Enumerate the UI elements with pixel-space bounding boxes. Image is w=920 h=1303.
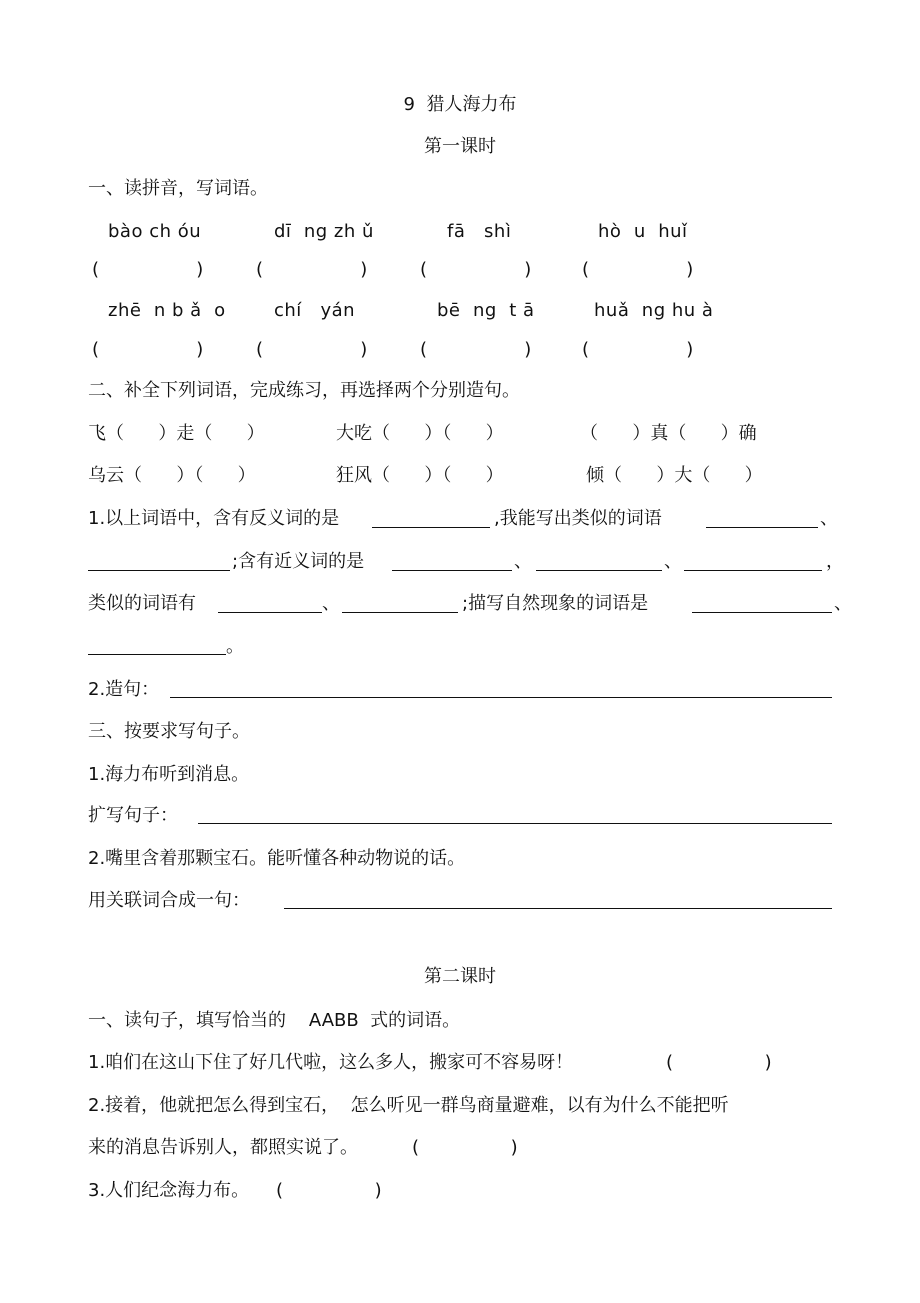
answer-paren[interactable]: ( ) xyxy=(666,1052,772,1073)
expand-answer-line[interactable] xyxy=(198,823,832,824)
separator: 、 xyxy=(664,551,682,572)
blank-line[interactable] xyxy=(706,527,818,528)
answer-paren[interactable]: ( ) xyxy=(582,339,694,360)
word-fill-1[interactable]: 飞（ ）走（ ） xyxy=(88,423,265,444)
question1-text: 1.以上词语中，含有反义词的是 xyxy=(88,508,340,529)
word-fill-6[interactable]: 倾（ ）大（ ） xyxy=(586,465,763,486)
answer-paren[interactable]: ( ) xyxy=(256,339,368,360)
answer-paren[interactable]: ( ) xyxy=(92,259,204,280)
page-title: 9 猎人海力布 xyxy=(403,94,517,115)
lesson2-item-2-cont: 来的消息告诉别人，都照实说了。 xyxy=(88,1137,358,1158)
answer-paren[interactable]: ( ) xyxy=(412,1137,518,1158)
pinyin-2: dī ng zh ǔ xyxy=(274,221,374,242)
question2-text: 2.造句： xyxy=(88,679,160,700)
section2-title: 二、补全下列词语，完成练习，再选择两个分别造句。 xyxy=(88,380,520,401)
lesson2-heading: 第二课时 xyxy=(424,966,496,987)
question1-text: ;描写自然现象的词语是 xyxy=(462,593,649,614)
pinyin-6: chí yán xyxy=(274,300,356,321)
separator: 、 xyxy=(834,593,852,614)
lesson1-heading: 第一课时 xyxy=(424,136,496,157)
answer-paren[interactable]: ( ) xyxy=(420,339,532,360)
separator: 、 xyxy=(820,508,838,529)
sentence-2: 2.嘴里含着那颗宝石。能听懂各种动物说的话。 xyxy=(88,848,466,869)
word-fill-4[interactable]: 乌云（ ）（ ） xyxy=(88,465,256,486)
pinyin-5: zhē n b ǎ o xyxy=(108,300,226,321)
blank-line[interactable] xyxy=(218,612,322,613)
word-fill-2[interactable]: 大吃（ ）（ ） xyxy=(336,423,504,444)
separator: ， xyxy=(826,551,844,572)
blank-line[interactable] xyxy=(392,570,512,571)
lesson2-item-3: 3.人们纪念海力布。 xyxy=(88,1180,250,1201)
pinyin-4: hò u huǐ xyxy=(598,221,688,242)
blank-line[interactable] xyxy=(372,527,490,528)
blank-line[interactable] xyxy=(342,612,458,613)
expand-task-label: 扩写句子： xyxy=(88,805,178,826)
section3-title: 三、按要求写句子。 xyxy=(88,721,250,742)
blank-line[interactable] xyxy=(692,612,832,613)
sentence-1: 1.海力布听到消息。 xyxy=(88,764,250,785)
blank-line[interactable] xyxy=(88,570,230,571)
separator: 、 xyxy=(514,551,532,572)
combine-task-label: 用关联词合成一句： xyxy=(88,890,250,911)
question1-text: 类似的词语有 xyxy=(88,593,196,614)
blank-line[interactable] xyxy=(536,570,662,571)
question1-text: ,我能写出类似的词语 xyxy=(494,508,662,529)
lesson2-item-2: 2.接着，他就把怎么得到宝石， 怎么听见一群鸟商量避难，以有为什么不能把听 xyxy=(88,1095,729,1116)
period: 。 xyxy=(226,636,244,657)
lesson2-section1-title: 一、读句子，填写恰当的 AABB 式的词语。 xyxy=(88,1010,461,1031)
pinyin-7: bē ng t ā xyxy=(437,300,535,321)
answer-paren[interactable]: ( ) xyxy=(276,1180,382,1201)
pinyin-8: huǎ ng hu à xyxy=(594,300,714,321)
answer-paren[interactable]: ( ) xyxy=(256,259,368,280)
separator: 、 xyxy=(322,593,340,614)
pinyin-1: bào ch óu xyxy=(108,221,202,242)
blank-line[interactable] xyxy=(88,654,226,655)
question1-text: ;含有近义词的是 xyxy=(232,551,365,572)
word-fill-3[interactable]: （ ）真（ ）确 xyxy=(580,423,757,444)
answer-paren[interactable]: ( ) xyxy=(582,259,694,280)
blank-line[interactable] xyxy=(684,570,822,571)
pinyin-3: fā shì xyxy=(447,221,512,242)
combine-answer-line[interactable] xyxy=(284,908,832,909)
word-fill-5[interactable]: 狂风（ ）（ ） xyxy=(336,465,504,486)
answer-paren[interactable]: ( ) xyxy=(92,339,204,360)
answer-paren[interactable]: ( ) xyxy=(420,259,532,280)
lesson2-item-1: 1.咱们在这山下住了好几代啦，这么多人，搬家可不容易呀！ xyxy=(88,1052,574,1073)
section1-title: 一、读拼音，写词语。 xyxy=(88,178,268,199)
sentence-answer-line[interactable] xyxy=(170,697,832,698)
